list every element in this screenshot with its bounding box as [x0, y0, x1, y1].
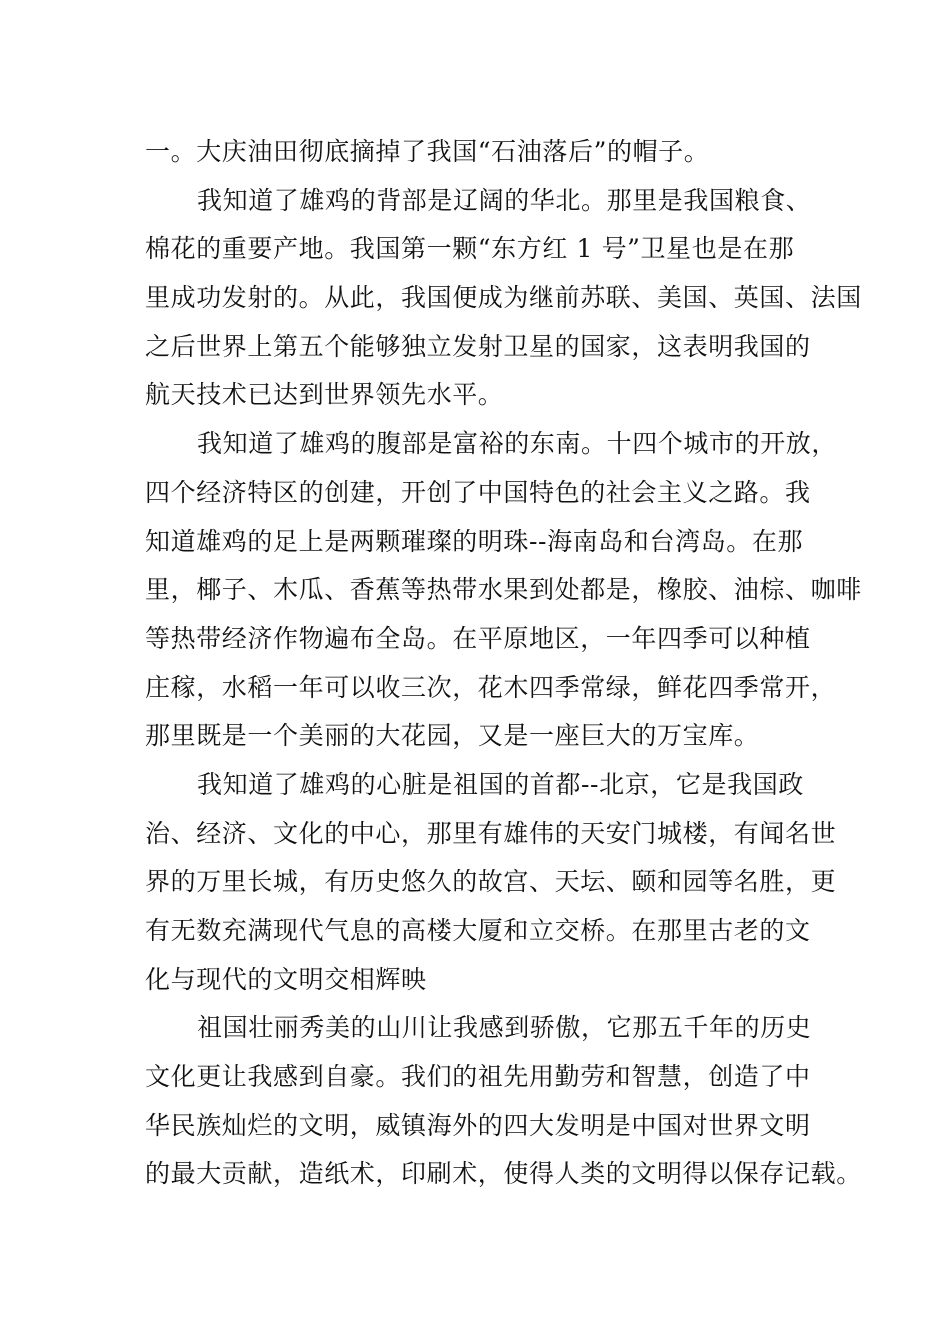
text-line: 知道雄鸡的足上是两颗璀璨的明珠--海南岛和台湾岛。在那: [145, 526, 804, 556]
text-line: 有无数充满现代气息的高楼大厦和立交桥。在那里古老的文: [145, 916, 811, 945]
paragraph-start-line: 祖国壮丽秀美的山川让我感到骄傲，它那五千年的历史: [197, 1013, 812, 1043]
text-line: 化与现代的文明交相辉映: [145, 964, 427, 994]
paragraph-start-line: 我知道了雄鸡的腹部是富裕的东南。十四个城市的开放，: [197, 429, 838, 459]
text-line: 文化更让我感到自豪。我们的祖先用勤劳和智慧，创造了中: [145, 1062, 811, 1092]
text-line: 治、经济、文化的中心，那里有雄伟的天安门城楼，有闻名世: [145, 818, 837, 848]
text-line: 那里既是一个美丽的大花园，又是一座巨大的万宝库。: [145, 721, 760, 751]
text-line: 庄稼，水稻一年可以收三次，花木四季常绿，鲜花四季常开，: [145, 672, 837, 702]
paragraph-start-line: 我知道了雄鸡的心脏是祖国的首都--北京，它是我国政: [197, 769, 804, 799]
text-line: 华民族灿烂的文明，威镇海外的四大发明是中国对世界文明: [145, 1110, 811, 1140]
text-line: 的最大贡献，造纸术，印刷术，使得人类的文明得以保存记载。: [145, 1159, 862, 1189]
text-line: 里，椰子、木瓜、香蕉等热带水果到处都是，橡胶、油棕、咖啡: [145, 575, 862, 605]
text-line: 棉花的重要产地。我国第一颗“东方红 1 号”卫星也是在那: [145, 234, 795, 264]
text-line: 里成功发射的。从此，我国便成为继前苏联、美国、英国、法国: [145, 283, 862, 313]
text-line: 四个经济特区的创建，开创了中国特色的社会主义之路。我: [145, 477, 811, 507]
document-body: [145, 128, 862, 1199]
text-line: 等热带经济作物遍布全岛。在平原地区，一年四季可以种植: [145, 623, 811, 653]
text-line: 航天技术已达到世界领先水平。: [145, 380, 504, 410]
text-line: 界的万里长城，有历史悠久的故宫、天坛、颐和园等名胜，更: [145, 867, 837, 897]
text-line: 一。大庆油田彻底摘掉了我国“石油落后”的帽子。: [145, 137, 710, 166]
text-line: 之后世界上第五个能够独立发射卫星的国家，这表明我国的: [145, 331, 811, 361]
paragraph-start-line: 我知道了雄鸡的背部是辽阔的华北。那里是我国粮食、: [197, 185, 812, 215]
